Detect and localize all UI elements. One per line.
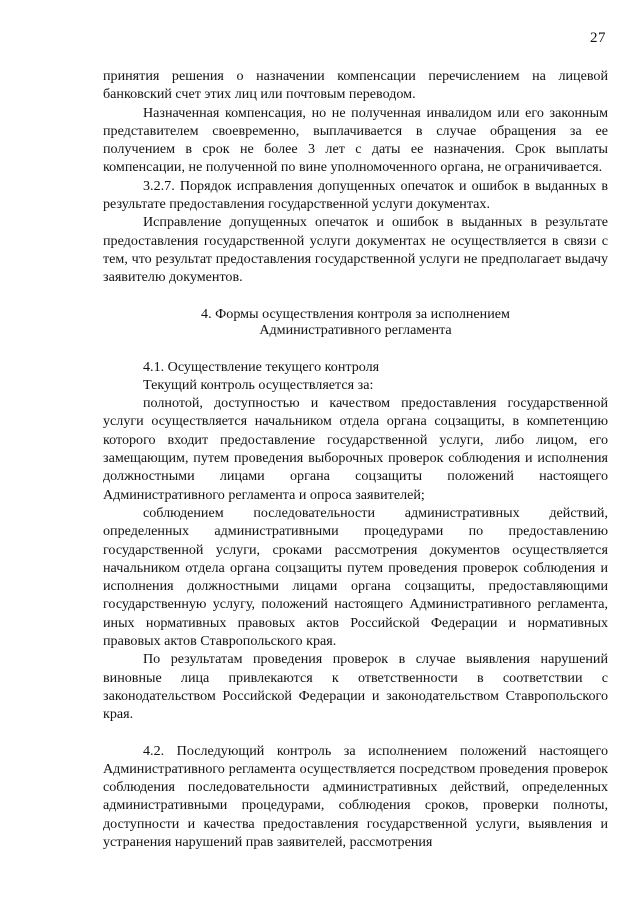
document-body: [103, 67, 608, 851]
paragraph-error-correction: Исправление допущенных опечаток и ошибок в выданных в результате предоставления государственной услуги документах не осуществляется в связи с тем, что результат предоставления государственной услуги не предполагает выдачу заявителю документов.: [103, 214, 608, 286]
page-number: 27: [590, 30, 606, 46]
paragraph-compensation-payment: Назначенная компенсация, но не полученная инвалидом или его законным представителем своевременно, выплачивается в случае обращения за ее получением в срок не более 3 лет с даты ее назначения. Срок выплаты компенсации, не полученной по вине уполномоченного органа, не ограничивается.: [103, 104, 608, 176]
paragraph-current-control-intro: Текущий контроль осуществляется за:: [143, 376, 374, 393]
paragraph-gap: [103, 724, 608, 742]
section-heading-line-2: Административного регламента: [259, 321, 452, 338]
section-heading: [103, 306, 608, 338]
paragraph-liability: По результатам проведения проверок в случае выявления нарушений виновные лица привлекаются к ответственности в соответствии с законодательством Российской Федерации и законодательством Ставропольского края.: [103, 651, 608, 723]
paragraph-continuation: принятия решения о назначении компенсации перечислением на лицевой банковский счет этих лиц или почтовым переводом.: [103, 68, 608, 103]
paragraph-completeness-control: полнотой, доступностью и качеством предоставления государственной услуги осуществляется начальником отдела органа соцзащиты, в компетенцию которого входит предоставление государственной услуги, либо лицом, его замещающим, путем проведения выборочных проверок соблюдения и исполнения должностными лицами органа соцзащиты положений настоящего Административного регламента и опроса заявителей;: [103, 395, 608, 503]
paragraph-section-4-1: 4.1. Осуществление текущего контроля: [143, 358, 380, 375]
paragraph-sequence-control: соблюдением последовательности административных действий, определенных административными процедурами по предоставлению государственной услуги, сроками рассмотрения документов осуществляется начальником отдела органа соцзащиты путем проведения проверок соблюдения и исполнения должностными лицами органа соцзащиты, предоставляющими государственную услугу, положений настоящего Административного регламента, иных нормативных правовых актов Российской Федерации и нормативных правовых актов Ставропольского края.: [103, 504, 608, 650]
paragraph-section-4-2: 4.2. Последующий контроль за исполнением положений настоящего Административного регламента осуществляется посредством проведения проверок соблюдения последовательности административных действий, определенных административными процедурами, соблюдения сроков, проверки полноты, доступности и качества предоставления государственной услуги, выявления и устранения нарушений прав заявителей, рассмотрения: [103, 742, 608, 850]
paragraph-section-3-2-7: 3.2.7. Порядок исправления допущенных опечаток и ошибок в выданных в результате предоставления государственной услуги документах.: [103, 177, 608, 213]
section-heading-line-1: 4. Формы осуществления контроля за исполнением: [201, 305, 510, 322]
